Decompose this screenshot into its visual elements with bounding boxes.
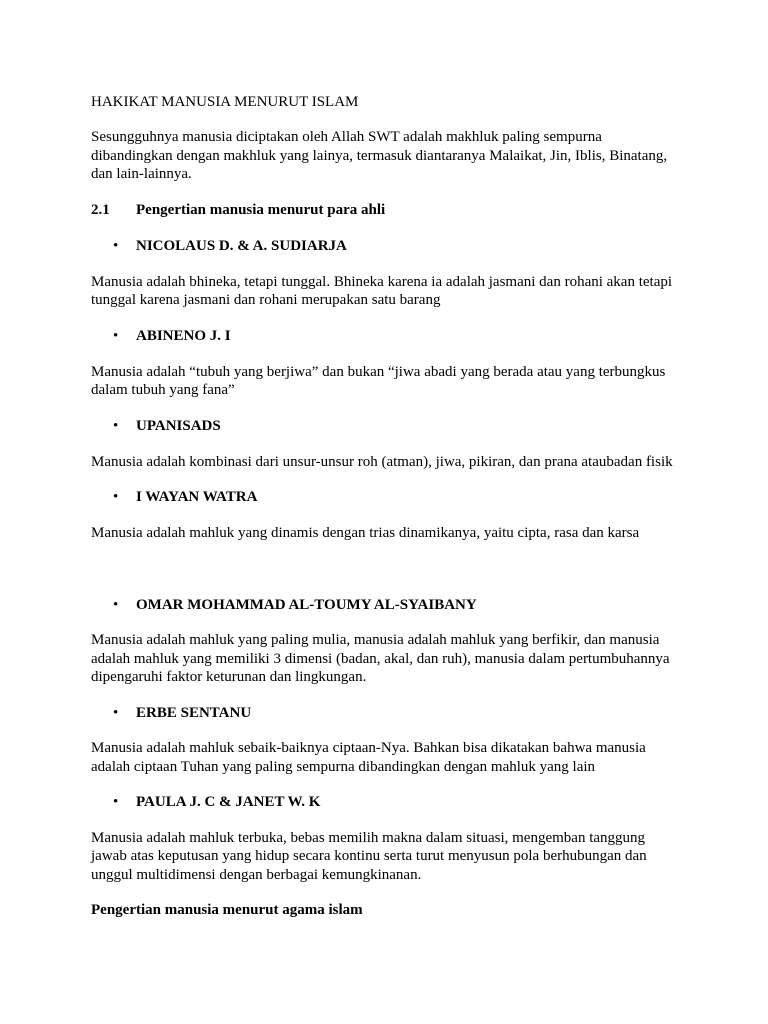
intro-line: dibandingkan dengan makhluk yang lainya, termasuk diantaranya Malaikat, Jin, Iblis, Binatang, [91, 148, 668, 164]
expert-name: OMAR MOHAMMAD AL-TOUMY AL-SYAIBANY [136, 597, 477, 613]
expert-definition-line: adalah mahluk yang memiliki 3 dimensi (badan, akal, dan ruh), manusia dalam pertumbuhannya [91, 651, 670, 667]
expert-definition-line: jawab atas keputusan yang hidup secara kontinu serta turut menyusun pola berhubungan dan [91, 848, 647, 864]
bullet-icon: • [113, 238, 119, 254]
expert-name: UPANISADS [136, 418, 221, 434]
expert-definition-line: Manusia adalah bhineka, tetapi tunggal. Bhineka karena ia adalah jasmani dan rohani akan tetapi [91, 274, 673, 290]
bullet-icon: • [113, 328, 119, 344]
expert-definition-line: dalam tubuh yang fana” [91, 382, 235, 398]
expert-definition-line: Manusia adalah mahluk yang paling mulia, manusia adalah mahluk yang berfikir, dan manusia [91, 632, 660, 648]
expert-definition-line: adalah ciptaan Tuhan yang paling sempurna dibandingkan dengan mahluk yang lain [91, 759, 596, 775]
expert-definition-line: Manusia adalah mahluk terbuka, bebas memilih makna dalam situasi, mengemban tanggung [91, 830, 646, 846]
intro-line: dan lain-lainnya. [91, 166, 192, 182]
bullet-icon: • [113, 597, 119, 613]
document-title: HAKIKAT MANUSIA MENURUT ISLAM [91, 94, 359, 110]
bullet-icon: • [113, 794, 119, 810]
expert-definition-line: unggul multidimensi dengan berbagai kemungkinanan. [91, 867, 422, 883]
expert-name: ERBE SENTANU [136, 705, 252, 721]
expert-name: PAULA J. C & JANET W. K [136, 794, 321, 810]
intro-line: Sesungguhnya manusia diciptakan oleh Allah SWT adalah makhluk paling sempurna [91, 129, 602, 145]
section-number: 2.1 [91, 202, 110, 218]
bullet-icon: • [113, 705, 119, 721]
section-title: Pengertian manusia menurut para ahli [136, 202, 386, 218]
expert-definition-line: dipengaruhi faktor keturunan dan lingkungan. [91, 669, 367, 685]
expert-definition-line: Manusia adalah mahluk sebaik-baiknya ciptaan-Nya. Bahkan bisa dikatakan bahwa manusia [91, 740, 646, 756]
expert-definition-line: Manusia adalah mahluk yang dinamis dengan trias dinamikanya, yaitu cipta, rasa dan karsa [91, 525, 640, 541]
expert-definition-line: tunggal karena jasmani dan rohani merupakan satu barang [91, 292, 441, 308]
expert-definition-line: Manusia adalah kombinasi dari unsur-unsur roh (atman), jiwa, pikiran, dan prana ataubadan fisik [91, 454, 673, 470]
expert-name: I WAYAN WATRA [136, 489, 258, 505]
bullet-icon: • [113, 489, 119, 505]
expert-name: ABINENO J. I [136, 328, 231, 344]
bullet-icon: • [113, 418, 119, 434]
closing-heading: Pengertian manusia menurut agama islam [91, 902, 363, 918]
expert-definition-line: Manusia adalah “tubuh yang berjiwa” dan bukan “jiwa abadi yang berada atau yang terbungkus [91, 364, 666, 380]
expert-name: NICOLAUS D. & A. SUDIARJA [136, 238, 347, 254]
